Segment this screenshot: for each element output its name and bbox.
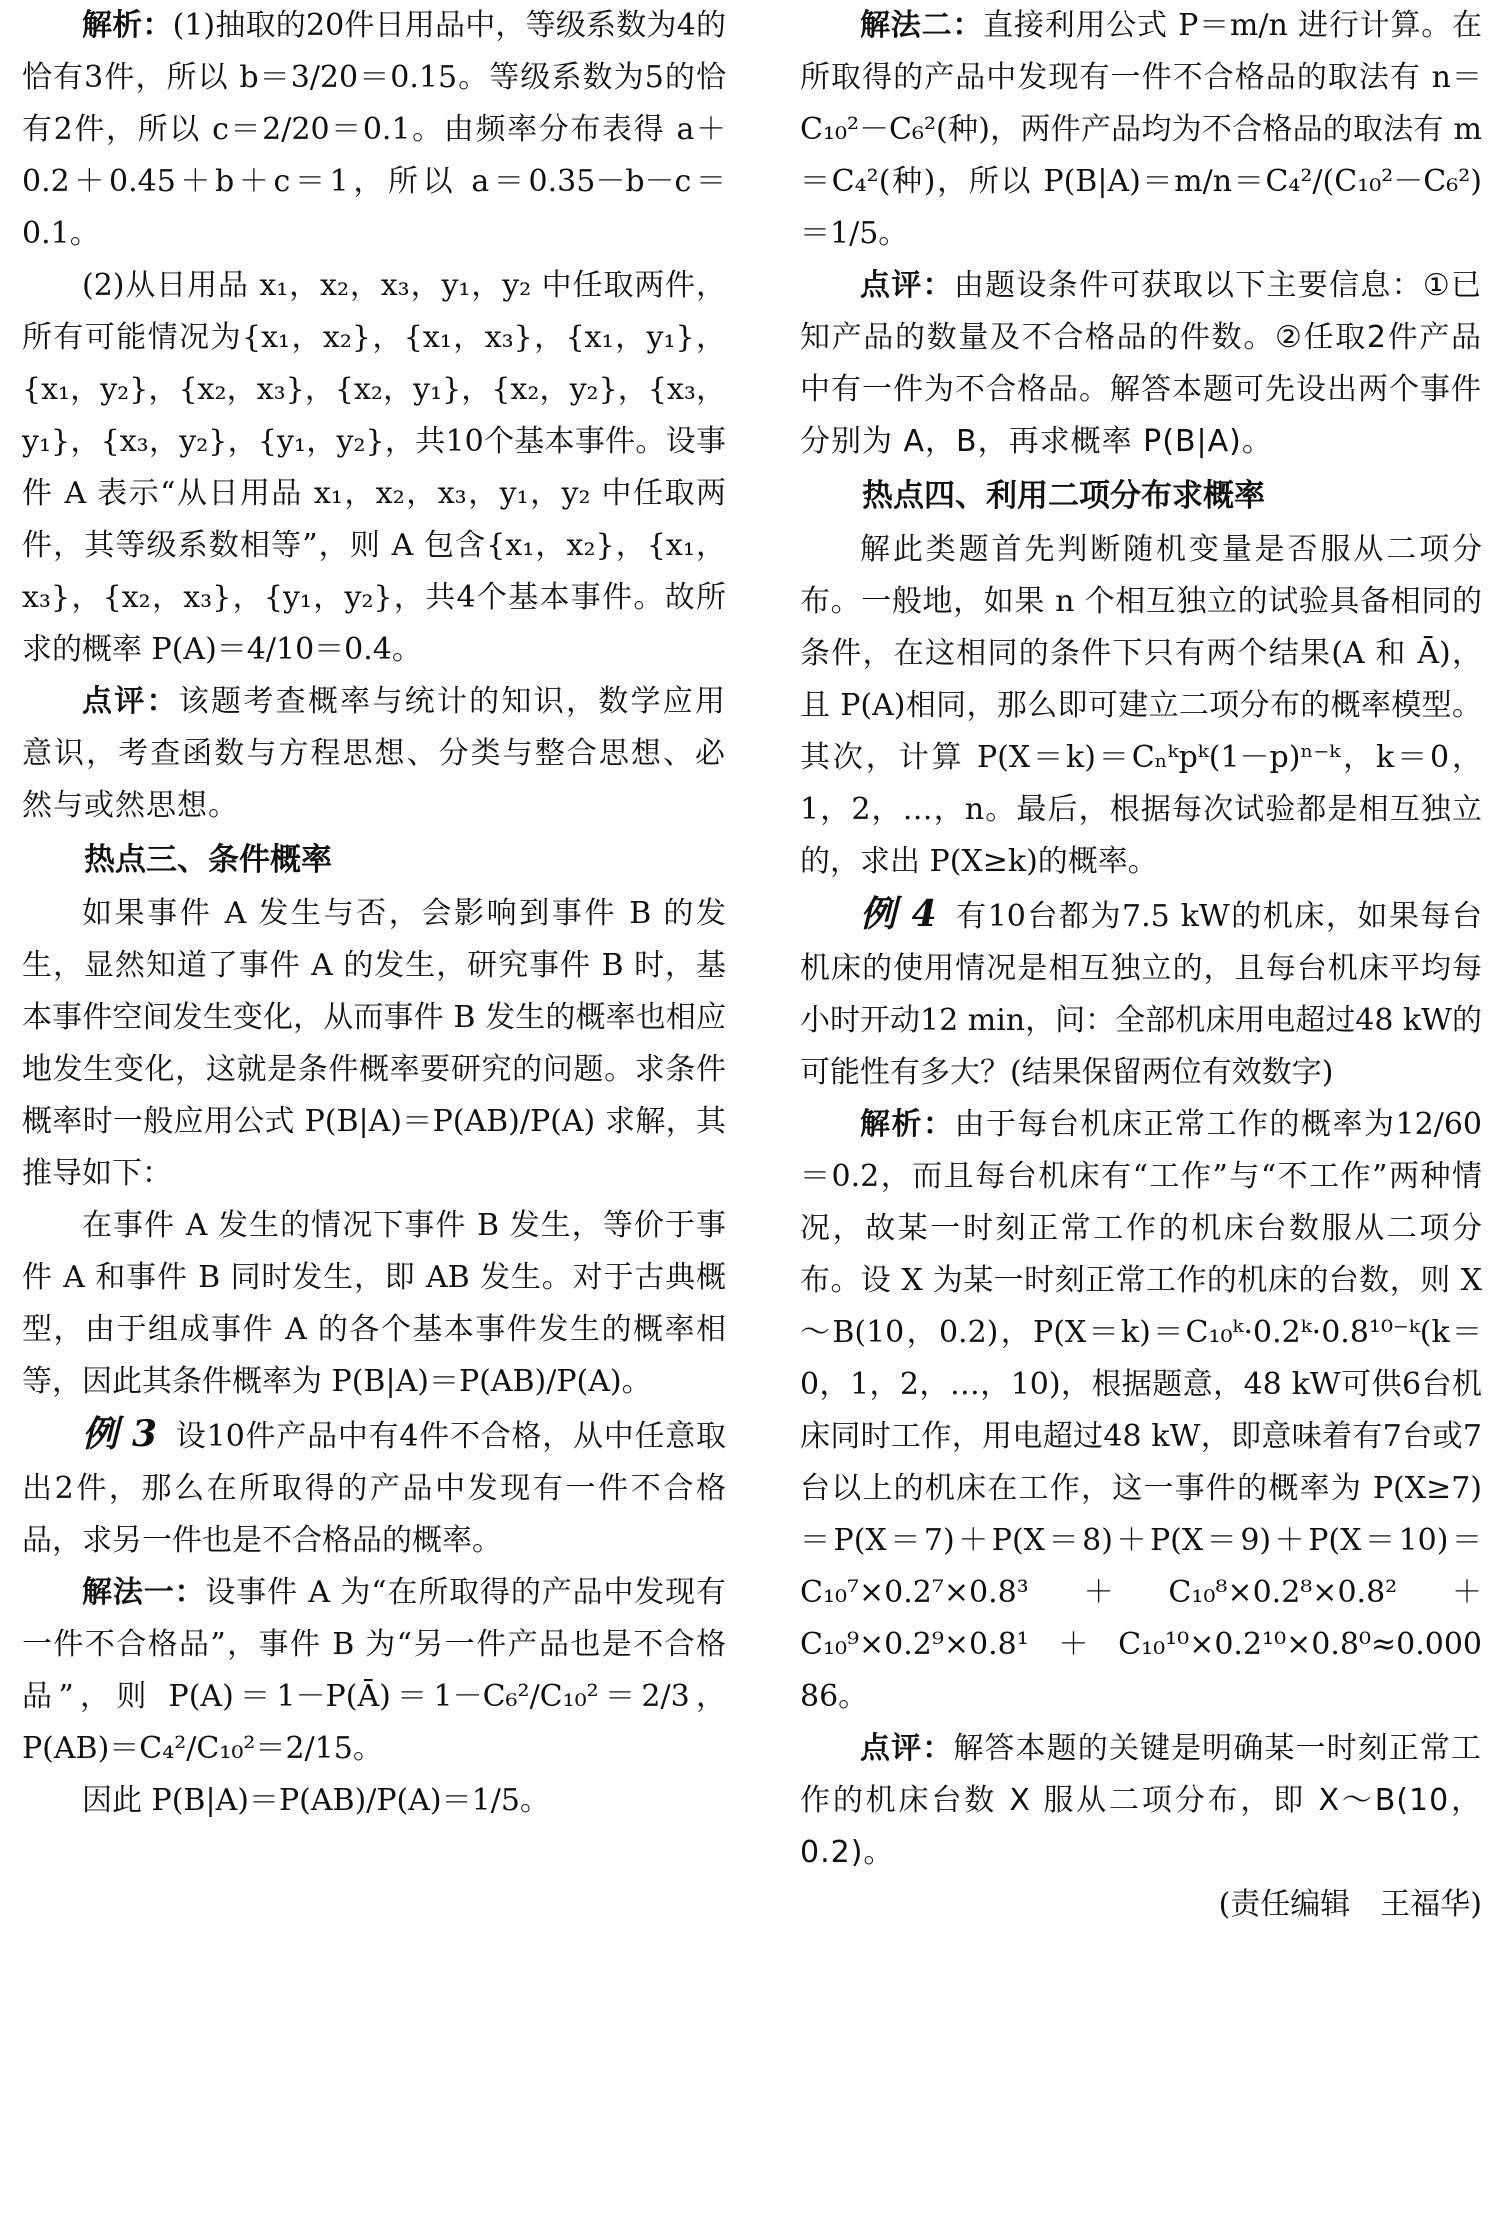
comment-text: 解答本题的关键是明确某一时刻正常工作的机床台数 X 服从二项分布，即 X～B(10，0.2)。: [800, 1731, 1483, 1870]
section-heading-3: 热点三、条件概率: [84, 842, 332, 878]
comment-paragraph: [22, 676, 726, 832]
comment-text: 该题考查概率与统计的知识，数学应用意识，考查函数与方程思想、分类与整合思想、必然与或然思想。: [22, 684, 727, 823]
example-4-paragraph: [800, 888, 1482, 1099]
right-column: [800, 0, 1482, 1931]
section-heading-4: 热点四、利用二项分布求概率: [862, 478, 1265, 514]
method-label: 解法二：: [860, 8, 984, 43]
solution-text: (1)抽取的20件日用品中，等级系数为4的恰有3件，所以 b＝3/20＝0.15。等级系数为5的恰有2件，所以 c＝2/20＝0.1。由频率分布表得 a＋0.2＋0.45＋b＋c＝1，所以 a＝0.35－b－c＝0.1。: [22, 8, 726, 251]
solution-label: 解析：: [82, 8, 173, 43]
comment-paragraph: [800, 1723, 1482, 1879]
example-label: 例 4: [860, 893, 937, 935]
method-text: 设事件 A 为“在所取得的产品中发现有一件不合格品”，事件 B 为“另一件产品也是不合格品”，则 P(A)＝1－P(Ā)＝1－C₆²/C₁₀²＝2/3，P(AB)＝C₄²/C₁₀²＝2/15。: [22, 1575, 727, 1766]
solution-paragraph-1: [22, 0, 726, 260]
comment-paragraph: [800, 260, 1482, 468]
conclusion-text: 因此 P(B|A)＝P(AB)/P(A)＝1/5。: [82, 1783, 550, 1818]
method-text: 直接利用公式 P＝m/n 进行计算。在所取得的产品中发现有一件不合格品的取法有 n＝C₁₀²－C₆²(种)，两件产品均为不合格品的取法有 m＝C₄²(种)，所以 P(B|A)＝m/n＝C₄²/(C₁₀²－C₆²)＝1/5。: [800, 8, 1483, 251]
body-text: 在事件 A 发生的情况下事件 B 发生，等价于事件 A 和事件 B 同时发生，即 AB 发生。对于古典概型，由于组成事件 A 的各个基本事件发生的概率相等，因此其条件概率为 P(B|A)＝P(AB)/P(A)。: [22, 1208, 726, 1399]
comment-label: 点评：: [860, 1731, 954, 1766]
body-paragraph: [22, 888, 726, 1200]
solution-label: 解析：: [860, 1107, 955, 1142]
solution-text: (2)从日用品 x₁，x₂，x₃，y₁，y₂ 中任取两件，所有可能情况为{x₁，x₂}，{x₁，x₃}，{x₁，y₁}，{x₁，y₂}，{x₂，x₃}，{x₂，y₁}，{x₂，y₂}，{x₃，y₁}，{x₃，y₂}，{y₁，y₂}，共10个基本事件。设事件 A 表示“从日用品 x₁，x₂，x₃，y₁，y₂ 中任取两件，其等级系数相等”，则 A 包含{x₁，x₂}，{x₁，x₃}，{x₂，x₃}，{y₁，y₂}，共4个基本事件。故所求的概率 P(A)＝4/10＝0.4。: [22, 268, 726, 667]
solution-text: 由于每台机床正常工作的概率为12/60＝0.2，而且每台机床有“工作”与“不工作”两种情况，故某一时刻正常工作的机床台数服从二项分布。设 X 为某一时刻正常工作的机床的台数，则 X～B(10，0.2)，P(X＝k)＝C₁₀ᵏ·0.2ᵏ·0.8¹⁰⁻ᵏ(k＝0，1，2，…，10)，根据题意，48 kW可供6台机床同时工作，用电超过48 kW，即意味着有7台或7台以上的机床在工作，这一事件的概率为 P(X≥7)＝P(X＝7)＋P(X＝8)＋P(X＝9)＋P(X＝10)＝C₁₀⁷×0.2⁷×0.8³＋C₁₀⁸×0.2⁸×0.8²＋C₁₀⁹×0.2⁹×0.8¹＋C₁₀¹⁰×0.2¹⁰×0.8⁰≈0.000 86。: [800, 1107, 1482, 1714]
example-text: 设10件产品中有4件不合格，从中任意取出2件，那么在所取得的产品中发现有一件不合格品，求另一件也是不合格品的概率。: [22, 1419, 726, 1558]
example-3-paragraph: [22, 1408, 726, 1567]
method-1-paragraph: [22, 1567, 726, 1775]
body-paragraph: [22, 1200, 726, 1408]
left-column: [22, 0, 726, 1827]
method-2-paragraph: [800, 0, 1482, 260]
body-text: 解此类题首先判断随机变量是否服从二项分布。一般地，如果 n 个相互独立的试验具备相同的条件，在这相同的条件下只有两个结果(A 和 Ā)，且 P(A)相同，那么即可建立二项分布的概率模型。其次，计算 P(X＝k)＝Cₙᵏpᵏ(1－p)ⁿ⁻ᵏ，k＝0，1，2，…，n。最后，根据每次试验都是相互独立的，求出 P(X≥k)的概率。: [800, 532, 1482, 879]
solution-paragraph-2: [22, 260, 726, 676]
comment-text: 由题设条件可获取以下主要信息：①已知产品的数量及不合格品的件数。②任取2件产品中有一件为不合格品。解答本题可先设出两个事件分别为 A，B，再求概率 P(B|A)。: [800, 268, 1482, 459]
example-label: 例 3: [82, 1413, 158, 1455]
solution-paragraph: [800, 1099, 1482, 1723]
example-text: 有10台都为7.5 kW的机床，如果每台机床的使用情况是相互独立的，且每台机床平均每小时开动12 min，问：全部机床用电超过48 kW的可能性有多大？(结果保留两位有效数字): [800, 899, 1482, 1090]
comment-label: 点评：: [82, 684, 179, 719]
body-text: 如果事件 A 发生与否，会影响到事件 B 的发生，显然知道了事件 A 的发生，研究事件 B 时，基本事件空间发生变化，从而事件 B 发生的概率也相应地发生变化，这就是条件概率要研究的问题。求条件概率时一般应用公式 P(B|A)＝P(AB)/P(A) 求解，其推导如下：: [22, 896, 726, 1191]
footer-line: [800, 1879, 1482, 1931]
body-paragraph: [800, 524, 1482, 888]
conclusion-paragraph: [22, 1775, 726, 1827]
editor-credit: (责任编辑 王福华): [1218, 1887, 1482, 1922]
comment-label: 点评：: [860, 268, 954, 303]
method-label: 解法一：: [82, 1575, 206, 1610]
